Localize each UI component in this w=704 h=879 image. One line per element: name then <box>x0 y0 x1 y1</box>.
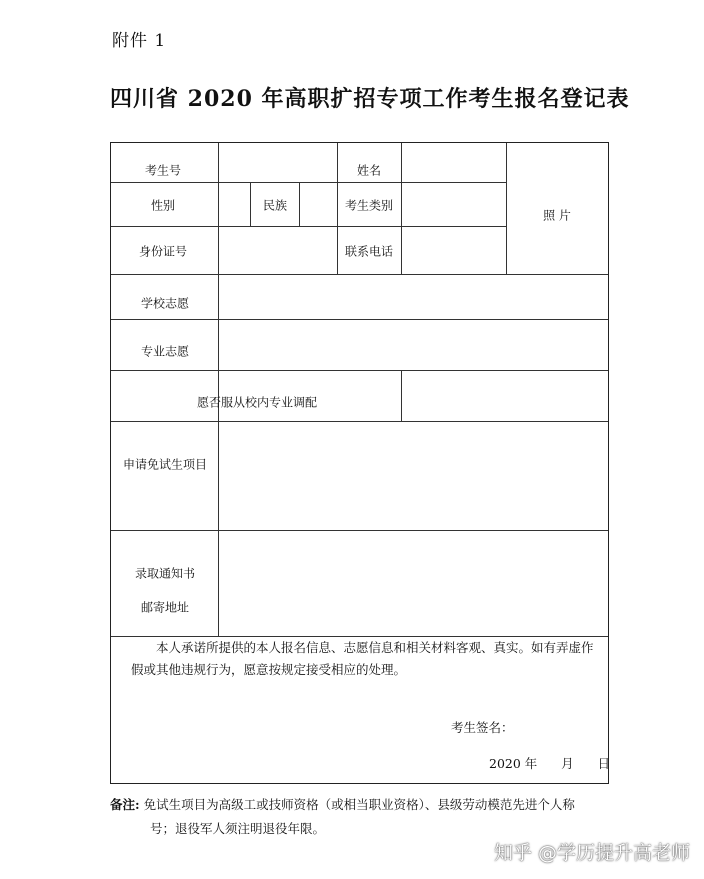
remarks-label: 备注: <box>110 797 140 812</box>
column-divider <box>250 182 251 226</box>
column-divider <box>299 182 300 226</box>
column-divider <box>506 143 507 274</box>
row-divider <box>111 530 608 531</box>
photo-label: 照 片 <box>543 208 571 223</box>
row-divider <box>111 319 608 320</box>
column-divider <box>337 143 338 274</box>
column-divider <box>401 370 402 421</box>
address-label-line1: 录取通知书 <box>134 566 196 581</box>
row-divider <box>111 421 608 422</box>
row-divider <box>111 274 608 275</box>
watermark: 知乎 @学历提升高老师 <box>493 842 690 864</box>
row-divider <box>111 226 506 227</box>
major-choice-label: 专业志愿 <box>140 344 190 359</box>
ethnicity-label: 民族 <box>262 198 288 213</box>
category-label: 考生类别 <box>344 198 394 213</box>
id-number-label: 身份证号 <box>138 244 188 259</box>
school-choice-label: 学校志愿 <box>140 296 190 311</box>
exemption-label: 申请免试生项目 <box>122 457 208 472</box>
page-title: 四川省 2020 年高职扩招专项工作考生报名登记表 <box>110 86 630 112</box>
registration-form <box>110 142 609 784</box>
remarks <box>110 793 610 841</box>
exam-number-label: 考生号 <box>144 163 182 178</box>
name-label: 姓名 <box>356 163 382 178</box>
gender-label: 性别 <box>150 198 176 213</box>
column-divider <box>401 143 402 274</box>
signature-label: 考生签名： <box>451 720 514 735</box>
row-divider <box>111 182 506 183</box>
pledge-text: 本人承诺所提供的本人报名信息、志愿信息和相关材料客观、真实。如有弄虚作假或其他违规行为，愿意按规定接受相应的处理。 <box>131 640 594 677</box>
row-divider <box>111 370 608 371</box>
remarks-text-line2: 号；退役军人须注明退役年限。 <box>150 821 326 836</box>
phone-label: 联系电话 <box>344 244 394 259</box>
column-divider <box>218 143 219 636</box>
adjust-label: 愿否服从校内专业调配 <box>196 395 318 410</box>
remarks-text-line1: 免试生项目为高级工或技师资格（或相当职业资格）、县级劳动模范先进个人称 <box>143 797 575 812</box>
date-line: 2020 年 月 日 <box>489 756 610 771</box>
attachment-label: 附件 1 <box>112 31 167 51</box>
address-label-line2: 邮寄地址 <box>140 600 190 615</box>
